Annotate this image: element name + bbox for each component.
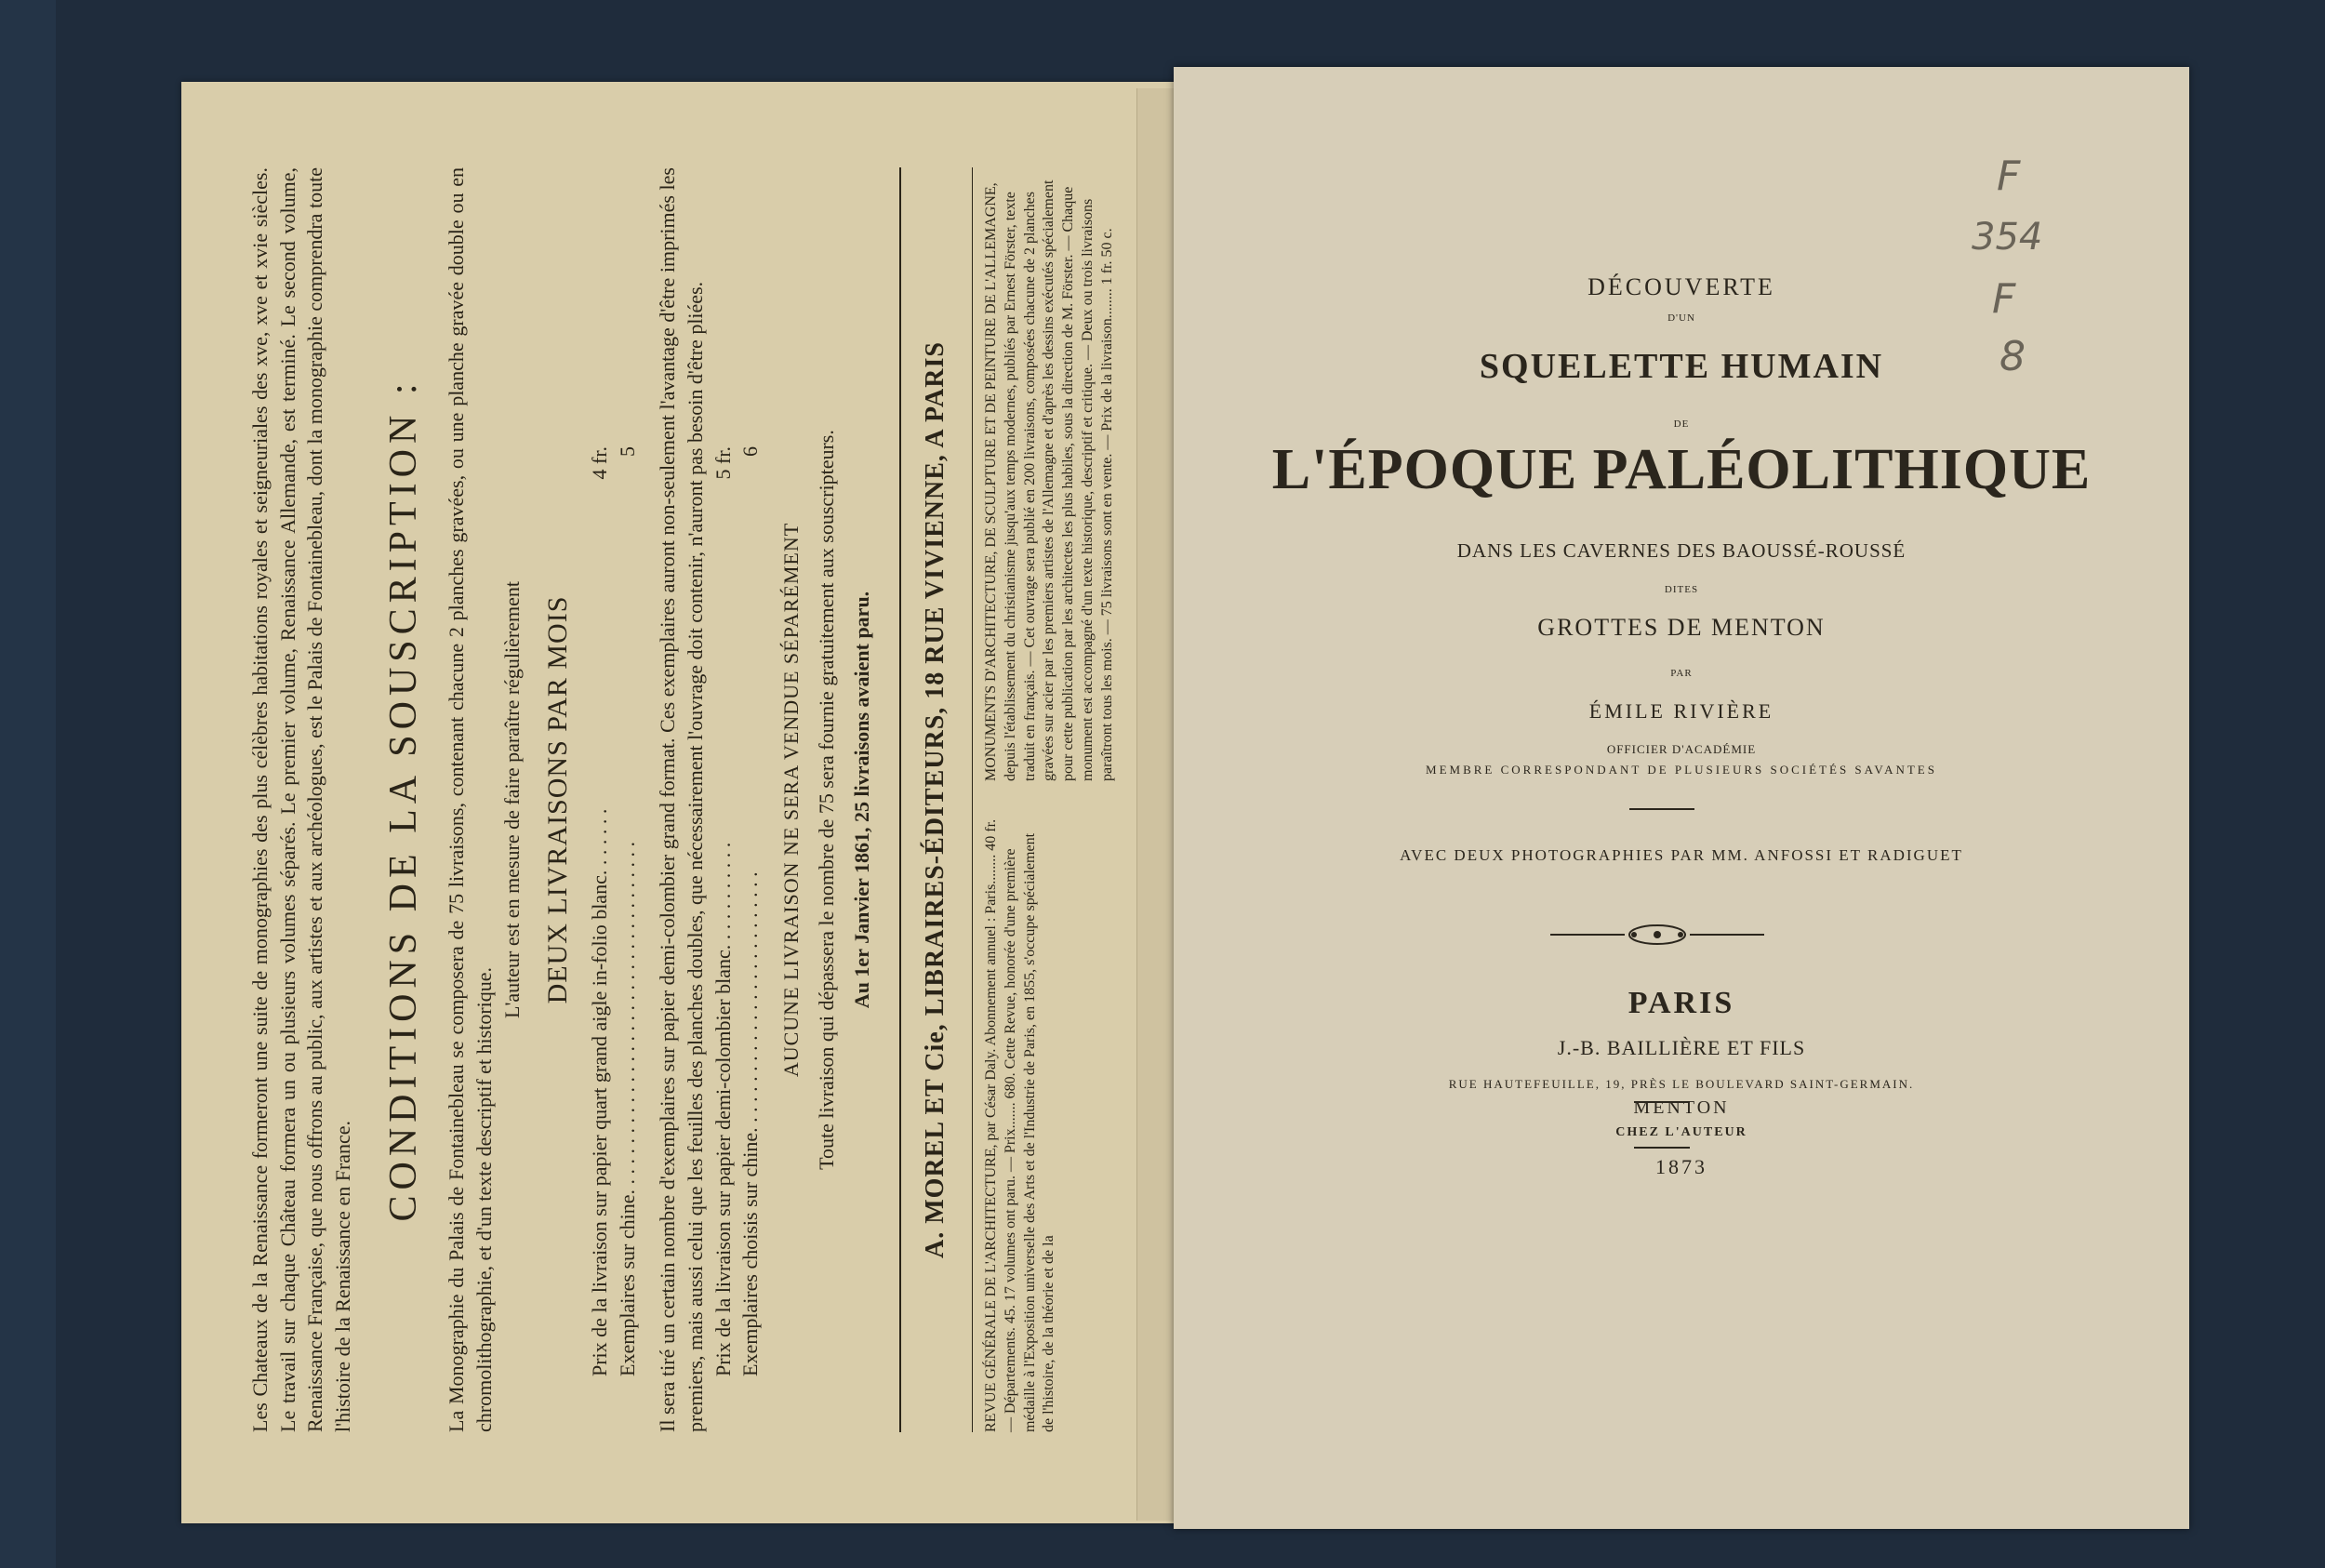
publication-year: 1873 — [1655, 1155, 1707, 1178]
main-title: L'ÉPOQUE PALÉOLITHIQUE — [1271, 438, 2092, 501]
price-label: Prix de la livraison sur papier demi-colombier blanc. . . . . . . . . . . — [711, 842, 735, 1376]
city-paris: PARIS — [1628, 986, 1735, 1020]
scan-edge-stripe — [0, 0, 56, 1568]
aucune-heading: AUCUNE LIVRAISON NE SERA VENDUE SÉPARÉMENT — [779, 522, 804, 1078]
auteur-line: L'auteur est en mesure de faire paraître régulièrement — [499, 581, 524, 1018]
title-par: PAR — [1670, 668, 1693, 679]
title-grottes: GROTTES DE MENTON — [1537, 614, 1826, 641]
toute-line: Toute livraison qui dépassera le nombre de 75 sera fournie gratuitement aux souscripteurs. — [814, 430, 838, 1170]
short-rule — [1634, 1147, 1690, 1149]
title-decouverte: DÉCOUVERTE — [1588, 273, 1775, 300]
pencil-mark: 354 — [1972, 216, 2043, 259]
title-de: DE — [1673, 419, 1690, 430]
price-label: Exemplaires sur chine. . . . . . . . . . . . . . . . . . . . . . . . . . . . . . . . . . . — [615, 842, 639, 1376]
price-row — [737, 446, 764, 1376]
intro-paragraph: Les Chateaux de la Renaissance formeront une suite de monographies des plus célèbres habitations royales et seigneuriales des xve, xve et xvie siècles. Le travail sur chaque Château formera un ou plusieurs volumes séparés. Le premier volume, Renaissance Allemande, est terminé. Le second volume, Renaissance Française, que nous offrons au public, aux artistes et aux archéologues, est le Palais de Fontainebleau, dont la monographie comprendra toute l'histoire de la Renaissance en France. — [248, 167, 355, 1432]
chez-auteur: CHEZ L'AUTEUR — [1615, 1125, 1747, 1139]
publisher-address: RUE HAUTEFEUILLE, 19, PRÈS LE BOULEVARD SAINT-GERMAIN. — [1448, 1077, 1915, 1091]
revue-column: MONUMENTS D'ARCHITECTURE, DE SCULPTURE ET DE PEINTURE DE L'ALLEMAGNE, depuis l'établissement du christianisme jusqu'aux temps modernes, publiés par Ernest Förster, texte traduit en français. — Cet ouvrage sera publié en 200 livraisons, composées chacune de 2 planches gravées sur acier par les premiers artistes de l'Allemagne et d'après les dessins exécutés spécialement pour cette publication par les architectes les plus habiles, sous la direction de M. Förster. — Chaque monument est accompagné d'un texte historique, descriptif et critique. — Deux ou trois livraisons paraîtront tous les mois. — 75 livraisons sont en vente. — Prix de la livraison........ 1 fr. 50 c. — [982, 179, 1115, 781]
price-value: 5 fr. — [711, 446, 735, 480]
price-value: 5 — [615, 446, 639, 457]
tirage-paragraph: Il sera tiré un certain nombre d'exemplaires sur papier demi-colombier grand format. Ces exemplaires auront non-seulement l'avantage d'être imprimés les premiers, mais aussi celui que les feuilles des planches doubles, que nécessairement l'ouvrage doit contenir, n'auront pas besoin d'être pliées. — [656, 167, 708, 1432]
ornament-icon — [1546, 921, 1769, 949]
author-title: OFFICIER D'ACADÉMIE — [1606, 742, 1757, 756]
price-label: Prix de la livraison sur papier quart grand aigle in-folio blanc. . . . . . . — [588, 808, 611, 1376]
title-dun: D'UN — [1667, 312, 1695, 324]
title-page — [1174, 67, 2189, 1529]
publisher-name: J.-B. BAILLIÈRE ET FILS — [1557, 1036, 1806, 1059]
price-row — [710, 446, 737, 1376]
conditions-paragraph: La Monographie du Palais de Fontainebleau se composera de 75 livraisons, contenant chacune 2 planches gravées, ou une planche gravée double ou en chromolithographie, et d'un texte descriptif et historique. — [445, 167, 497, 1432]
price-row — [614, 446, 642, 1376]
revue-columns — [982, 167, 1118, 1432]
publisher-line: A. MOREL ET Cie, LIBRAIRES-ÉDITEURS, 18 RUE VIVIENNE, A PARIS — [921, 341, 950, 1258]
author-membership: MEMBRE CORRESPONDANT DE PLUSIEURS SOCIÉTÉS SAVANTES — [1426, 763, 1937, 777]
title-dites: DITES — [1664, 584, 1699, 595]
divider — [972, 167, 973, 1432]
pencil-mark: F — [1992, 275, 2016, 323]
divider — [899, 167, 901, 1432]
revue-column: REVUE GÉNÉRALE DE L'ARCHITECTURE, par César Daly. Abonnement annuel : Paris........ 40 fr. — Départements. 45. 17 volumes ont paru. — Prix....... 680. Cette Revue, honorée d'une première médaille à l'Exposition universelle des Arts et de l'Industrie de Paris, en 1855, s'occupe spécialement de l'histoire, de la théorie et de la — [982, 818, 1057, 1432]
prospectus-text — [209, 112, 1172, 1488]
au-1er-line: Au 1er Janvier 1861, 25 livraisons avaient paru. — [849, 591, 873, 1009]
title-squelette: SQUELETTE HUMAIN — [1479, 347, 1884, 386]
deux-livraisons-heading: DEUX LIVRAISONS PAR MOIS — [541, 595, 573, 1004]
price-value: 6 — [738, 446, 763, 457]
price-label: Exemplaires choisis sur chine. . . . . . . . . . . . . . . . . . . . . . . . . . — [738, 871, 763, 1376]
prospectus-rotated-area — [209, 112, 1172, 1488]
short-rule — [1629, 808, 1694, 810]
conditions-title: CONDITIONS DE LA SOUSCRIPTION : — [381, 378, 425, 1222]
city-menton: MENTON — [1633, 1097, 1730, 1118]
pencil-mark: F — [1997, 153, 2021, 200]
price-row — [586, 446, 614, 1376]
price-value: 4 fr. — [588, 446, 611, 480]
title-dans: DANS LES CAVERNES DES BAOUSSÉ-ROUSSÉ — [1456, 539, 1906, 562]
photographs-line: AVEC DEUX PHOTOGRAPHIES PAR MM. ANFOSSI ET RADIGUET — [1400, 846, 1963, 864]
author-name: ÉMILE RIVIÈRE — [1588, 699, 1774, 723]
pencil-mark: 8 — [2000, 333, 2026, 380]
